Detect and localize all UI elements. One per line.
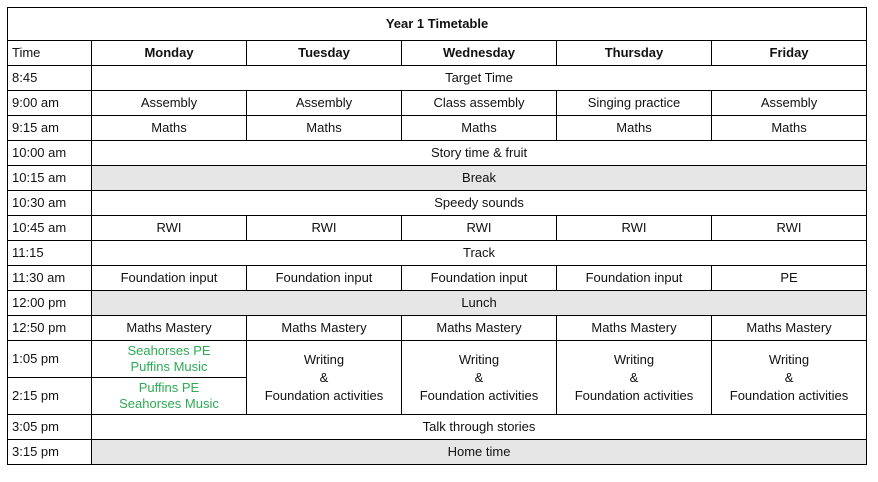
time-cell: 8:45 xyxy=(8,66,92,91)
ampersand-line: & xyxy=(474,369,484,385)
timetable-row xyxy=(8,91,867,116)
monday-cell: RWI xyxy=(92,216,247,241)
thursday-writing-cell xyxy=(557,341,712,415)
time-cell: 9:00 am xyxy=(8,91,92,116)
tuesday-cell: RWI xyxy=(247,216,402,241)
thursday-cell: Singing practice xyxy=(557,91,712,116)
home-time-cell: Home time xyxy=(92,440,867,465)
thursday-cell: Maths xyxy=(557,116,712,141)
timetable-row xyxy=(8,66,867,91)
wednesday-cell: RWI xyxy=(402,216,557,241)
writing-line: Writing xyxy=(768,351,810,367)
wednesday-cell: Class assembly xyxy=(402,91,557,116)
monday-cell: Assembly xyxy=(92,91,247,116)
friday-cell: Maths xyxy=(712,116,867,141)
monday-cell xyxy=(92,378,247,415)
day-header-thursday: Thursday xyxy=(557,41,712,66)
class-activity-line: Puffins Music xyxy=(130,359,208,374)
timetable xyxy=(7,7,867,465)
time-cell: 10:15 am xyxy=(8,166,92,191)
all-days-cell: Story time & fruit xyxy=(92,141,867,166)
time-cell: 9:15 am xyxy=(8,116,92,141)
foundation-line: Foundation activities xyxy=(419,387,539,403)
timetable-row xyxy=(8,316,867,341)
time-cell: 1:05 pm xyxy=(8,341,92,378)
foundation-line: Foundation activities xyxy=(264,387,384,403)
timetable-row xyxy=(8,241,867,266)
timetable-row xyxy=(8,440,867,465)
tuesday-cell: Foundation input xyxy=(247,266,402,291)
thursday-cell: Foundation input xyxy=(557,266,712,291)
monday-cell: Maths xyxy=(92,116,247,141)
friday-cell: Maths Mastery xyxy=(712,316,867,341)
tuesday-cell: Maths xyxy=(247,116,402,141)
friday-cell: PE xyxy=(712,266,867,291)
timetable-row xyxy=(8,266,867,291)
writing-line: Writing xyxy=(613,351,655,367)
time-cell: 12:00 pm xyxy=(8,291,92,316)
all-days-cell: Track xyxy=(92,241,867,266)
timetable-row xyxy=(8,116,867,141)
day-header-monday: Monday xyxy=(92,41,247,66)
time-cell: 11:30 am xyxy=(8,266,92,291)
thursday-cell: RWI xyxy=(557,216,712,241)
friday-cell: Assembly xyxy=(712,91,867,116)
time-cell: 3:15 pm xyxy=(8,440,92,465)
friday-cell: RWI xyxy=(712,216,867,241)
timetable-row xyxy=(8,415,867,440)
ampersand-line: & xyxy=(629,369,639,385)
monday-cell: Foundation input xyxy=(92,266,247,291)
time-cell: 12:50 pm xyxy=(8,316,92,341)
timetable-row xyxy=(8,191,867,216)
writing-line: Writing xyxy=(458,351,500,367)
day-header-wednesday: Wednesday xyxy=(402,41,557,66)
tuesday-writing-cell xyxy=(247,341,402,415)
timetable-title: Year 1 Timetable xyxy=(8,8,867,41)
foundation-line: Foundation activities xyxy=(729,387,849,403)
timetable-row xyxy=(8,141,867,166)
timetable-row xyxy=(8,216,867,241)
timetable-row xyxy=(8,341,867,378)
all-days-cell: Target Time xyxy=(92,66,867,91)
wednesday-cell: Foundation input xyxy=(402,266,557,291)
time-column-header: Time xyxy=(8,41,92,66)
time-cell: 10:45 am xyxy=(8,216,92,241)
day-header-friday: Friday xyxy=(712,41,867,66)
timetable-row xyxy=(8,291,867,316)
class-activity-line: Seahorses Music xyxy=(119,396,219,411)
time-cell: 10:00 am xyxy=(8,141,92,166)
wednesday-cell: Maths xyxy=(402,116,557,141)
friday-writing-cell xyxy=(712,341,867,415)
class-activity-line: Puffins PE xyxy=(138,380,200,395)
timetable-row xyxy=(8,166,867,191)
writing-line: Writing xyxy=(303,351,345,367)
all-days-cell: Speedy sounds xyxy=(92,191,867,216)
thursday-cell: Maths Mastery xyxy=(557,316,712,341)
wednesday-writing-cell xyxy=(402,341,557,415)
time-cell: 3:05 pm xyxy=(8,415,92,440)
lunch-cell: Lunch xyxy=(92,291,867,316)
day-header-tuesday: Tuesday xyxy=(247,41,402,66)
monday-cell xyxy=(92,341,247,378)
monday-cell: Maths Mastery xyxy=(92,316,247,341)
time-cell: 11:15 xyxy=(8,241,92,266)
tuesday-cell: Maths Mastery xyxy=(247,316,402,341)
class-activity-line: Seahorses PE xyxy=(127,343,211,358)
tuesday-cell: Assembly xyxy=(247,91,402,116)
ampersand-line: & xyxy=(784,369,794,385)
all-days-cell: Talk through stories xyxy=(92,415,867,440)
time-cell: 2:15 pm xyxy=(8,378,92,415)
ampersand-line: & xyxy=(319,369,329,385)
time-cell: 10:30 am xyxy=(8,191,92,216)
wednesday-cell: Maths Mastery xyxy=(402,316,557,341)
foundation-line: Foundation activities xyxy=(574,387,694,403)
break-cell: Break xyxy=(92,166,867,191)
